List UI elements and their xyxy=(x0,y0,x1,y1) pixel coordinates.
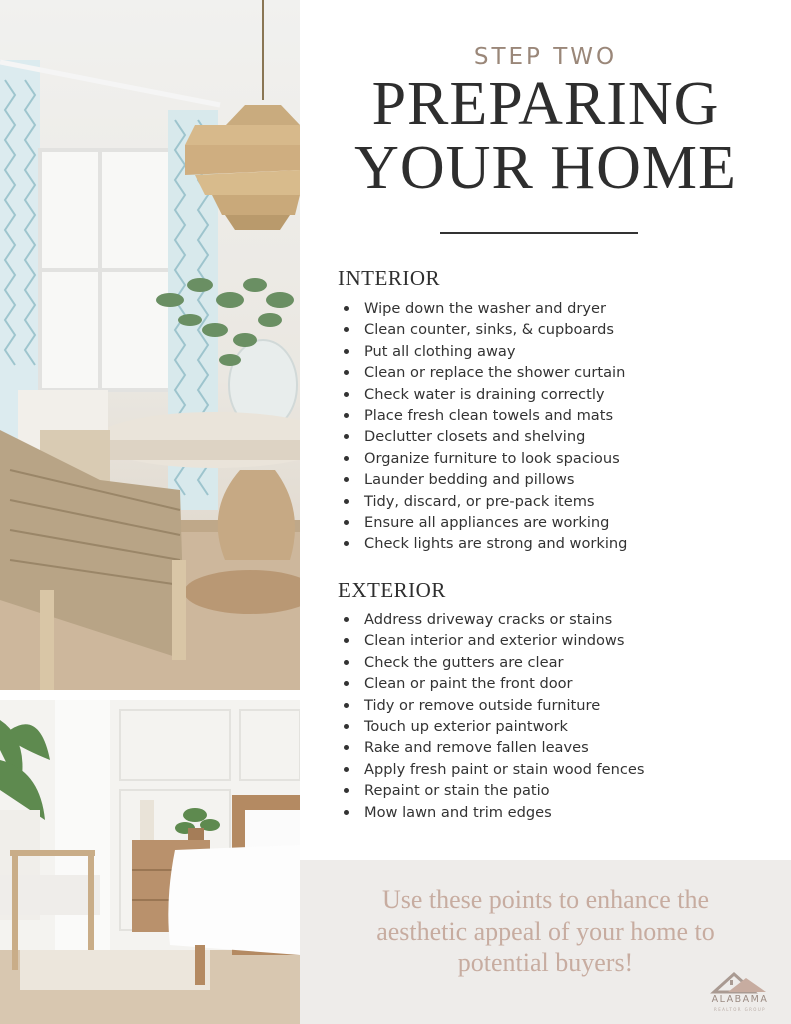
bedroom-illustration xyxy=(0,700,300,1024)
step-label: STEP TWO xyxy=(473,44,618,70)
list-item: Repaint or stain the patio xyxy=(338,780,644,801)
list-item: Touch up exterior paintwork xyxy=(338,716,644,737)
list-item: Put all clothing away xyxy=(338,341,627,362)
footer-line-3: potential buyers! xyxy=(457,948,634,977)
list-item: Ensure all appliances are working xyxy=(338,512,627,533)
title-line-2: YOUR HOME xyxy=(354,134,737,202)
list-item: Organize furniture to look spacious xyxy=(338,448,627,469)
footer-line-2: aesthetic appeal of your home to xyxy=(376,916,715,946)
logo-wordmark: ALABAMA xyxy=(711,994,769,1005)
list-item: Place fresh clean towels and mats xyxy=(338,405,627,426)
list-item: Declutter closets and shelving xyxy=(338,426,627,447)
list-item: Launder bedding and pillows xyxy=(338,469,627,490)
title-line-1: PREPARING xyxy=(371,70,720,138)
exterior-heading: EXTERIOR xyxy=(338,578,446,602)
footer-message xyxy=(300,884,791,979)
interior-heading: INTERIOR xyxy=(338,266,440,290)
list-item: Mow lawn and trim edges xyxy=(338,802,644,823)
page-title xyxy=(300,72,791,200)
list-item: Check lights are strong and working xyxy=(338,533,627,554)
list-item: Check water is draining correctly xyxy=(338,384,627,405)
list-item: Apply fresh paint or stain wood fences xyxy=(338,759,644,780)
exterior-list xyxy=(338,609,644,823)
dining-room-illustration xyxy=(0,0,300,690)
house-roof-icon xyxy=(700,966,780,994)
bedroom-photo xyxy=(0,700,300,1024)
title-divider xyxy=(440,232,638,234)
list-item: Clean or replace the shower curtain xyxy=(338,362,627,383)
footer-line-1: Use these points to enhance the xyxy=(381,885,710,914)
list-item: Rake and remove fallen leaves xyxy=(338,737,644,758)
list-item: Tidy or remove outside furniture xyxy=(338,695,644,716)
list-item: Clean or paint the front door xyxy=(338,673,644,694)
logo-tagline: REALTOR GROUP xyxy=(714,1007,766,1012)
list-item: Address driveway cracks or stains xyxy=(338,609,644,630)
list-item: Tidy, discard, or pre-pack items xyxy=(338,491,627,512)
list-item: Wipe down the washer and dryer xyxy=(338,298,627,319)
list-item: Clean interior and exterior windows xyxy=(338,630,644,651)
interior-list xyxy=(338,298,627,555)
brand-logo xyxy=(700,966,780,1016)
photo-column xyxy=(0,0,300,1024)
dining-room-photo xyxy=(0,0,300,690)
list-item: Clean counter, sinks, & cupboards xyxy=(338,319,627,340)
list-item: Check the gutters are clear xyxy=(338,652,644,673)
